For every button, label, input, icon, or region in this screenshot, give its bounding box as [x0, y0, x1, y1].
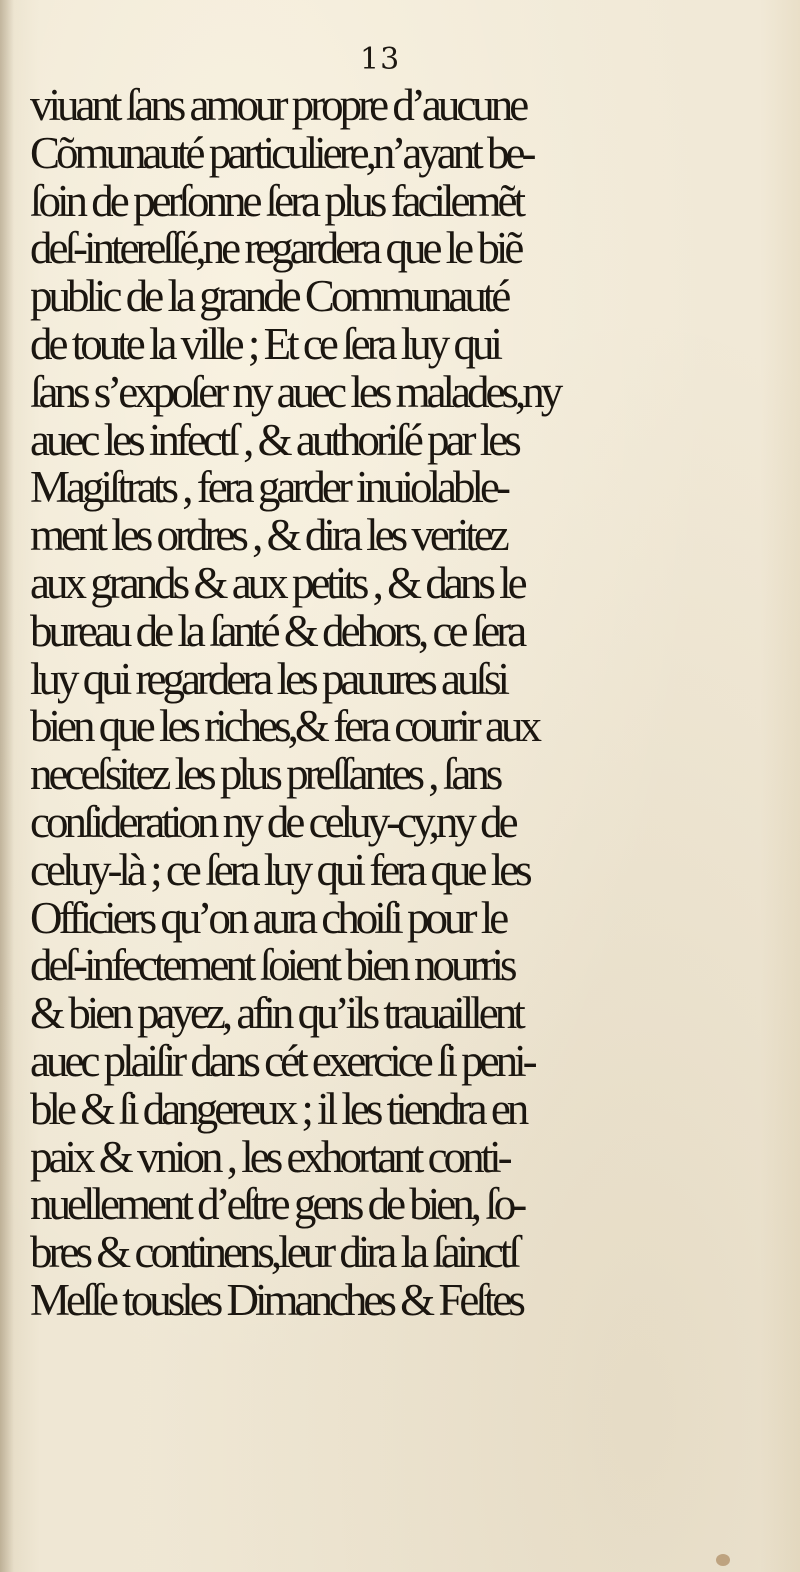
text-line: ment les ordres , & dira les veritez [30, 510, 506, 561]
text-line: deſ-intereſſé,ne regardera que le biẽ [30, 223, 521, 274]
text-line: Meſſe tousles Dimanches & Feſtes [30, 1274, 522, 1325]
text-line: bres & continens,leur dira la ſainctſ [30, 1227, 517, 1278]
text-line: bien que les riches,& fera courir aux [30, 701, 538, 752]
text-line: public de la grande Communauté [30, 271, 508, 322]
text-line: celuy-là ; ce ſera luy qui fera que les [30, 844, 529, 895]
text-line: Cõmunauté particuliere,n’ayant be- [30, 127, 533, 178]
text-line: neceſsitez les plus preſſantes , ſans [30, 749, 500, 800]
text-line: nuellement d’eſtre gens de bien, ſo- [30, 1179, 524, 1230]
text-line: auec les infectſ , & authoriſé par les [30, 414, 518, 465]
text-line: conſideration ny de celuy-cy,ny de [30, 796, 515, 847]
text-line: viuant ſans amour propre d’aucune [30, 80, 526, 130]
text-line: & bien payez, afin qu’ils trauaillent [30, 988, 522, 1039]
text-line: paix & vnion , les exhortant conti- [30, 1131, 509, 1182]
text-line: bureau de la ſanté & dehors, ce ſera [30, 605, 524, 656]
spine-shadow [0, 0, 14, 1572]
body-text [30, 82, 790, 1325]
text-line: auec plaiſir dans cét exercice ſi peni- [30, 1035, 534, 1086]
page-number: 13 [360, 42, 401, 77]
text-line: Officiers qu’on aura choiſi pour le [30, 892, 506, 943]
text-line: ble & ſi dangereux ; il les tiendra en [30, 1083, 526, 1134]
text-line: aux grands & aux petits , & dans le [30, 557, 524, 608]
text-line: luy qui regardera les pauures auſsi [30, 653, 507, 704]
text-line: de toute la ville ; Et ce ſera luy qui [30, 318, 500, 369]
text-line: deſ-infectement ſoient bien nourris [30, 940, 514, 991]
text-line: Magiſtrats , fera garder inuiolable- [30, 462, 507, 513]
text-line: ſans s’expoſer ny auec les malades,ny [30, 366, 560, 417]
paper-stain [716, 1554, 730, 1566]
text-line: ſoin de perſonne ſera plus facilemẽt [30, 175, 522, 226]
